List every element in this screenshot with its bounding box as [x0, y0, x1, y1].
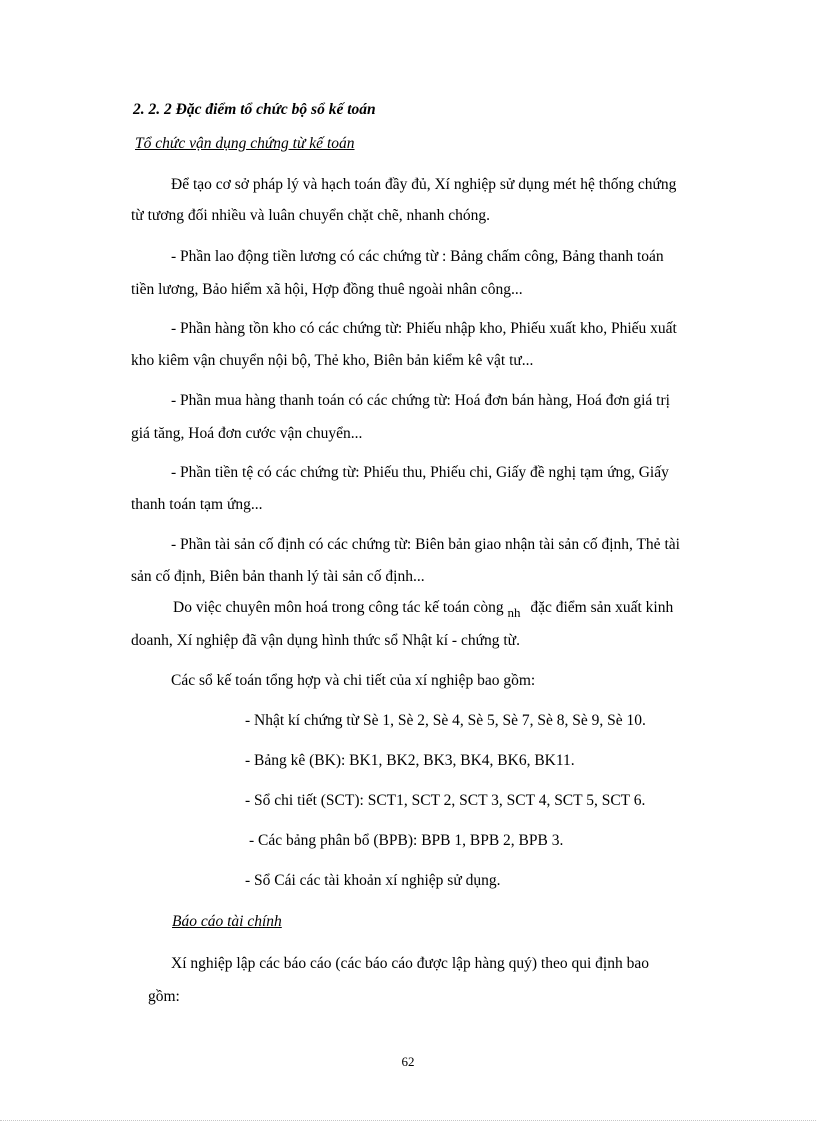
- labor-line-2: tiền lương, Bảo hiểm xã hội, Hợp đồng thuê ngoài nhân công...: [131, 281, 523, 298]
- reports-line-2: gồm:: [148, 988, 180, 1005]
- labor-line-1: - Phần lao động tiền lương có các chứng từ : Bảng chấm công, Bảng thanh toán: [171, 248, 664, 265]
- specialization-subscript: nh: [507, 605, 521, 620]
- reports-line-1: Xí nghiệp lập các báo cáo (các báo cáo được lập hàng quý) theo qui định bao: [171, 955, 649, 972]
- purchase-line-2: giá tăng, Hoá đơn cước vận chuyển...: [131, 425, 363, 442]
- inventory-line-2: kho kiêm vận chuyển nội bộ, Thẻ kho, Biên bản kiểm kê vật tư...: [131, 352, 534, 369]
- books-intro: Các sổ kế toán tổng hợp và chi tiết của xí nghiệp bao gồm:: [171, 672, 536, 689]
- section-heading: 2. 2. 2 Đặc điểm tổ chức bộ sổ kế toán: [133, 101, 376, 118]
- specialization-text-b: đặc điểm sản xuất kinh: [530, 599, 674, 616]
- page-bottom-border: [0, 1120, 816, 1121]
- subheading-reports: Báo cáo tài chính: [172, 913, 282, 930]
- subheading-documents: Tổ chức vận dụng chứng từ kế toán: [135, 135, 355, 152]
- fixed-assets-line-1: - Phần tài sản cố định có các chứng từ: Biên bản giao nhận tài sản cố định, Thẻ tài: [171, 536, 680, 553]
- book-item-allocation-tables: - Các bảng phân bổ (BPB): BPB 1, BPB 2, BPB 3.: [249, 832, 564, 849]
- fixed-assets-line-2: sản cố định, Biên bản thanh lý tài sản cố định...: [131, 568, 425, 585]
- cash-line-1: - Phần tiền tệ có các chứng từ: Phiếu thu, Phiếu chi, Giấy đề nghị tạm ứng, Giấy: [171, 464, 669, 481]
- intro-line-2: từ tương đối nhiều và luân chuyển chặt chẽ, nhanh chóng.: [131, 207, 491, 224]
- specialization-text-a: Do việc chuyên môn hoá trong công tác kế toán còng: [173, 599, 504, 616]
- book-item-schedules: - Bảng kê (BK): BK1, BK2, BK3, BK4, BK6, BK11.: [245, 752, 575, 769]
- inventory-line-1: - Phần hàng tồn kho có các chứng từ: Phiếu nhập kho, Phiếu xuất kho, Phiếu xuất: [171, 320, 677, 337]
- specialization-line-1: [173, 598, 673, 618]
- book-item-general-ledger: - Sổ Cái các tài khoản xí nghiệp sử dụng.: [245, 872, 501, 889]
- purchase-line-1: - Phần mua hàng thanh toán có các chứng từ: Hoá đơn bán hàng, Hoá đơn giá trị: [171, 392, 670, 409]
- page-number: 62: [401, 1054, 415, 1069]
- cash-line-2: thanh toán tạm ứng...: [131, 496, 263, 513]
- book-item-journal: - Nhật kí chứng từ Sè 1, Sè 2, Sè 4, Sè 5, Sè 7, Sè 8, Sè 9, Sè 10.: [245, 712, 646, 729]
- intro-line-1: Để tạo cơ sở pháp lý và hạch toán đầy đủ, Xí nghiệp sử dụng mét hệ thống chứng: [171, 176, 677, 193]
- specialization-line-2: doanh, Xí nghiệp đã vận dụng hình thức sổ Nhật kí - chứng từ.: [131, 632, 520, 649]
- book-item-detail-ledgers: - Sổ chi tiết (SCT): SCT1, SCT 2, SCT 3, SCT 4, SCT 5, SCT 6.: [245, 792, 646, 809]
